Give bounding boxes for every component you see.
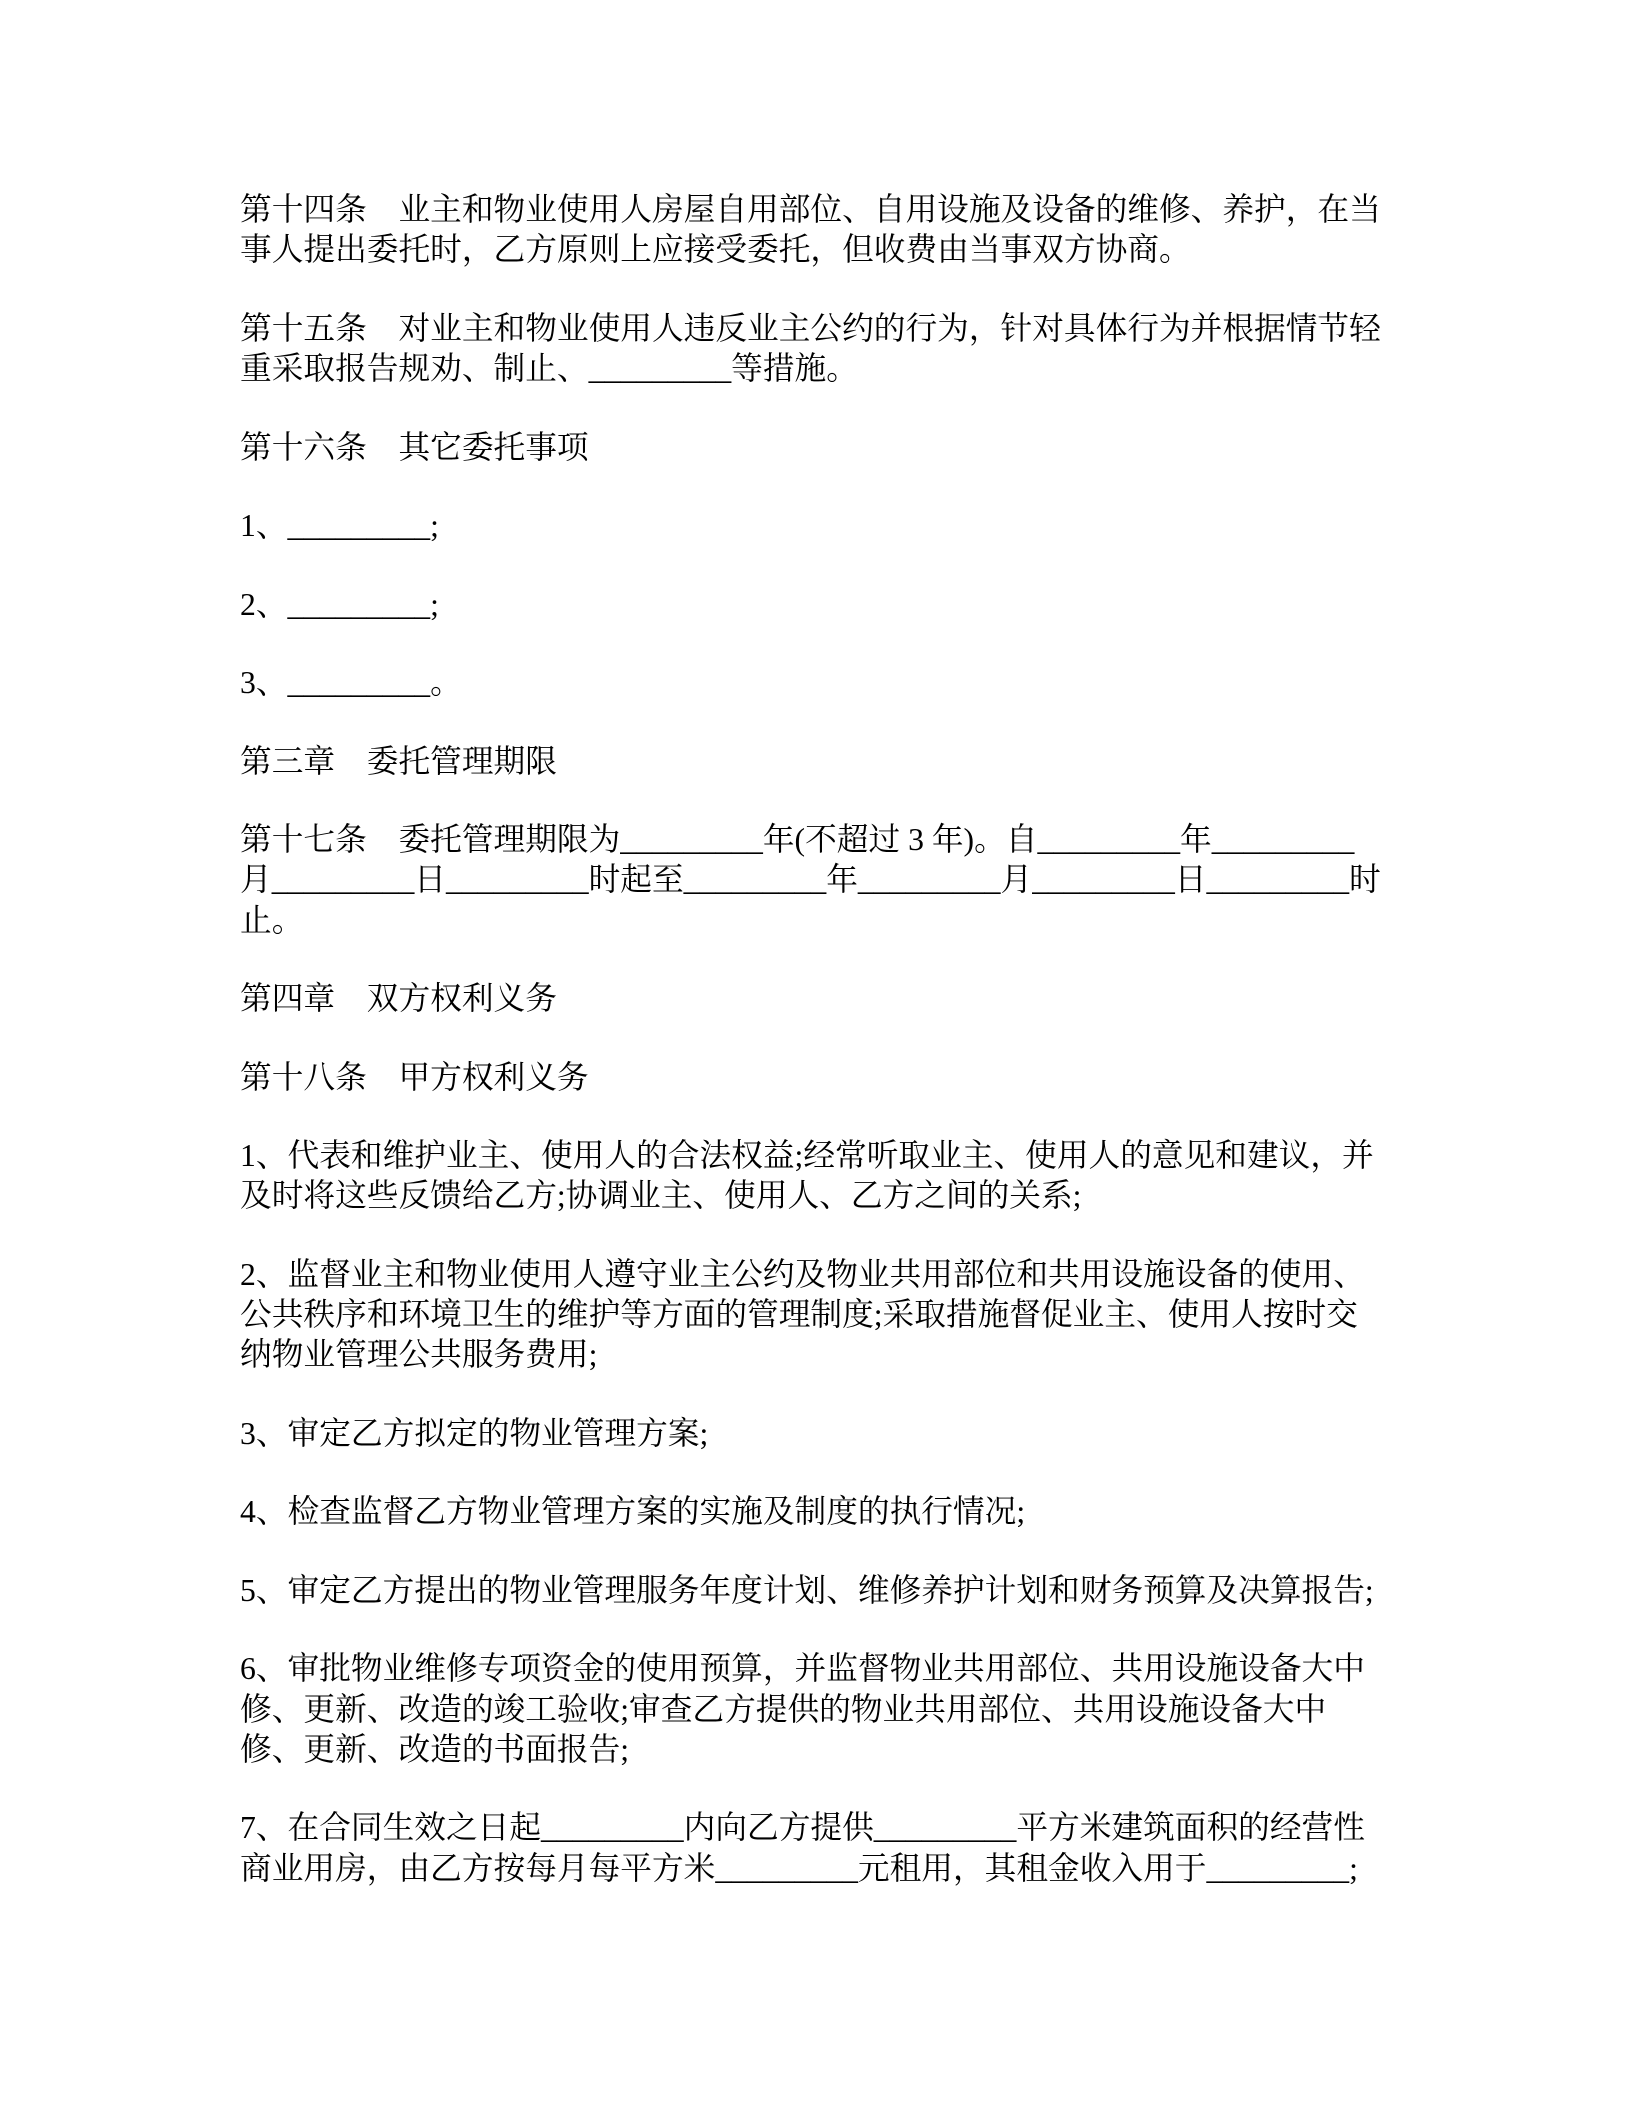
text-line: 公共秩序和环境卫生的维护等方面的管理制度;采取措施督促业主、使用人按时交 — [240, 1297, 1358, 1333]
article-18-item-3 — [240, 1414, 1400, 1454]
article-18-item-4 — [240, 1492, 1400, 1532]
text-line: 2、_________; — [240, 586, 439, 622]
document-body — [240, 190, 1400, 1927]
text-line: 1、代表和维护业主、使用人的合法权益;经常听取业主、使用人的意见和建议，并 — [240, 1138, 1374, 1174]
text-line: 3、审定乙方拟定的物业管理方案; — [240, 1415, 709, 1451]
article-18-item-2 — [240, 1255, 1400, 1376]
article-18-heading — [240, 1058, 1400, 1098]
text-line: 第十八条 甲方权利义务 — [240, 1059, 589, 1095]
text-line: 修、更新、改造的书面报告; — [240, 1731, 630, 1767]
chapter-3-heading — [240, 742, 1400, 782]
article-16 — [240, 428, 1400, 468]
text-line: 4、检查监督乙方物业管理方案的实施及制度的执行情况; — [240, 1494, 1026, 1530]
text-line: 第十四条 业主和物业使用人房屋自用部位、自用设施及设备的维修、养护，在当 — [240, 192, 1381, 227]
article-18-item-1 — [240, 1136, 1400, 1217]
text-line: 3、_________。 — [240, 665, 462, 701]
article-16-item-3 — [240, 663, 1400, 703]
text-line: 第十五条 对业主和物业使用人违反业主公约的行为，针对具体行为并根据情节轻 — [240, 310, 1381, 346]
text-line: 1、_________; — [240, 508, 439, 544]
text-line: 7、在合同生效之日起_________内向乙方提供_________平方米建筑面积的经营性 — [240, 1810, 1365, 1846]
text-line: 5、审定乙方提出的物业管理服务年度计划、维修养护计划和财务预算及决算报告; — [240, 1572, 1374, 1608]
text-line: 商业用房，由乙方按每月每平方米_________元租用，其租金收入用于_________; — [240, 1850, 1358, 1886]
article-16-item-2 — [240, 585, 1400, 625]
article-18-item-7 — [240, 1808, 1400, 1889]
text-line: 重采取报告规劝、制止、_________等措施。 — [240, 351, 858, 387]
text-line: 事人提出委托时，乙方原则上应接受委托，但收费由当事双方协商。 — [240, 232, 1191, 268]
text-line: 第十六条 其它委托事项 — [240, 429, 589, 465]
article-14 — [240, 190, 1400, 271]
text-line: 及时将这些反馈给乙方;协调业主、使用人、乙方之间的关系; — [240, 1178, 1082, 1214]
article-15 — [240, 309, 1400, 390]
article-16-item-1 — [240, 506, 1400, 546]
text-line: 纳物业管理公共服务费用; — [240, 1337, 598, 1373]
article-18-item-6 — [240, 1649, 1400, 1770]
text-line: 第十七条 委托管理期限为_________年(不超过 3 年)。自_________年_________ — [240, 821, 1355, 857]
text-line: 第四章 双方权利义务 — [240, 981, 557, 1017]
text-line: 止。 — [240, 902, 304, 938]
text-line: 6、审批物业维修专项资金的使用预算，并监督物业共用部位、共用设施设备大中 — [240, 1651, 1365, 1687]
text-line: 修、更新、改造的竣工验收;审查乙方提供的物业共用部位、共用设施设备大中 — [240, 1691, 1327, 1727]
chapter-4-heading — [240, 979, 1400, 1019]
text-line: 2、监督业主和物业使用人遵守业主公约及物业共用部位和共用设施设备的使用、 — [240, 1256, 1365, 1292]
article-17 — [240, 820, 1400, 941]
text-line: 月_________日_________时起至_________年_________月_________日_________时 — [240, 862, 1381, 898]
text-line: 第三章 委托管理期限 — [240, 743, 557, 779]
article-18-item-5 — [240, 1571, 1400, 1611]
